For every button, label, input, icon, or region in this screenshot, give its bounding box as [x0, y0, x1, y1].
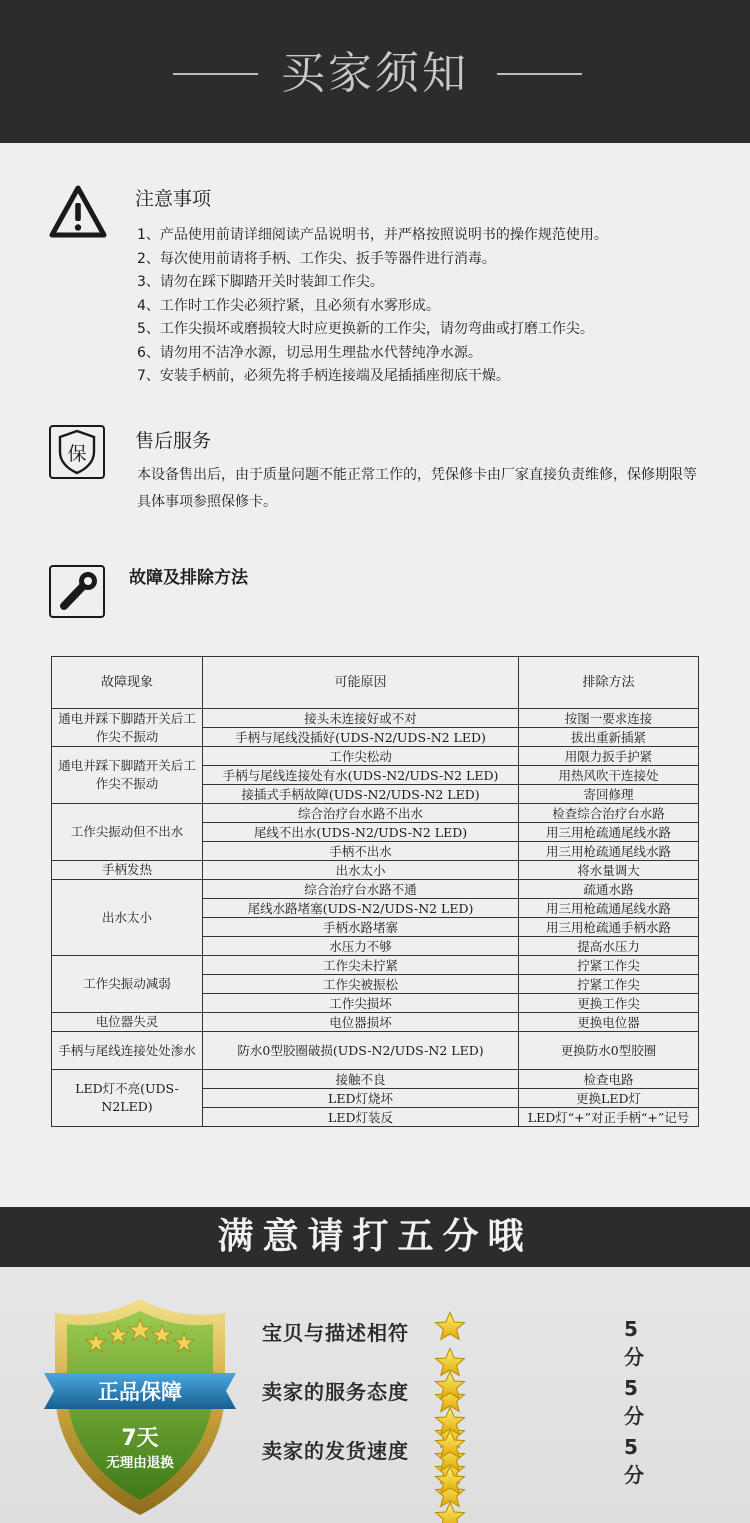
table-row — [52, 861, 699, 880]
star-icon — [434, 1465, 466, 1497]
rating-label: 卖家的发货速度 — [262, 1439, 409, 1463]
table-row — [52, 956, 699, 975]
notice-list — [137, 224, 737, 389]
badge-main-text: 正品保障 — [98, 1380, 182, 1404]
warranty-shield-icon — [48, 424, 106, 480]
fault-cause-cell: 工作尖被振松 — [203, 975, 519, 994]
fault-table — [51, 656, 699, 1127]
fault-fix-cell: 更换防水0型胶圈 — [519, 1032, 699, 1070]
fault-cause-cell: 手柄不出水 — [203, 842, 519, 861]
notice-item: 5、工作尖损坏或磨损较大时应更换新的工作尖，请勿弯曲或打磨工作尖。 — [137, 321, 594, 337]
notice-item: 4、工作时工作尖必须拧紧，且必须有水雾形成。 — [137, 297, 440, 314]
page-header — [0, 0, 750, 143]
fault-fix-cell: LED灯“+”对正手柄“+”记号 — [519, 1108, 699, 1127]
fault-cause-cell: LED灯装反 — [203, 1108, 519, 1127]
fault-symptom-cell: LED灯不亮(UDS-N2LED) — [52, 1070, 203, 1127]
header-divider-right — [497, 73, 582, 75]
fault-cause-cell: LED灯烧坏 — [203, 1089, 519, 1108]
fault-cause-cell: 接插式手柄故障(UDS-N2/UDS-N2 LED) — [203, 785, 519, 804]
rating-banner-title: 满意请打五分哦 — [217, 1216, 533, 1257]
fault-fix-cell: 检查综合治疗台水路 — [519, 804, 699, 823]
fault-symptom-cell: 工作尖振动但不出水 — [52, 804, 203, 861]
fault-fix-cell: 用限力扳手护紧 — [519, 747, 699, 766]
fault-cause-cell: 出水太小 — [203, 861, 519, 880]
fault-fix-cell: 用三用枪疏通尾线水路 — [519, 823, 699, 842]
star-icon — [434, 1311, 466, 1343]
fault-symptom-cell: 出水太小 — [52, 880, 203, 956]
fault-fix-cell: 更换工作尖 — [519, 994, 699, 1013]
fault-fix-cell: 按图一要求连接 — [519, 709, 699, 728]
fault-fix-cell: 检查电路 — [519, 1070, 699, 1089]
warranty-glyph: 保 — [67, 443, 87, 465]
rating-score: 5分 — [624, 1376, 644, 1428]
table-row — [52, 1013, 699, 1032]
table-row — [52, 804, 699, 823]
fault-symptom-cell: 工作尖振动减弱 — [52, 956, 203, 1013]
rating-score: 5分 — [624, 1317, 644, 1369]
fault-symptom-cell: 通电并踩下脚踏开关后工作尖不振动 — [52, 709, 203, 747]
star-icon — [434, 1429, 466, 1461]
fault-cause-cell: 综合治疗台水路不出水 — [203, 804, 519, 823]
fault-cause-cell: 工作尖损坏 — [203, 994, 519, 1013]
rating-label: 宝贝与描述相符 — [262, 1321, 409, 1345]
fault-cause-cell: 手柄水路堵寨 — [203, 918, 519, 937]
fault-cause-cell: 工作尖松动 — [203, 747, 519, 766]
table-row — [52, 1070, 699, 1089]
table-row — [52, 880, 699, 899]
fault-cause-cell: 接触不良 — [203, 1070, 519, 1089]
star-icon — [434, 1370, 466, 1402]
fault-symptom-cell: 通电并踩下脚踏开关后工作尖不振动 — [52, 747, 203, 804]
fault-cause-cell: 防水0型胶圈破损(UDS-N2/UDS-N2 LED) — [203, 1032, 519, 1070]
notice-item: 7、安装手柄前，必须先将手柄连接端及尾插插座彻底干燥。 — [137, 368, 510, 384]
table-row — [52, 1032, 699, 1070]
fault-title: 故障及排除方法 — [129, 568, 248, 588]
fault-cause-cell: 尾线水路堵塞(UDS-N2/UDS-N2 LED) — [203, 899, 519, 918]
fault-fix-cell: 拧紧工作尖 — [519, 975, 699, 994]
notice-item: 1、产品使用前请详细阅读产品说明书，并严格按照说明书的操作规范使用。 — [137, 227, 608, 243]
page-title: 买家须知 — [281, 48, 469, 99]
table-row — [52, 709, 699, 728]
fault-fix-cell: 用三用枪疏通尾线水路 — [519, 842, 699, 861]
warning-icon — [48, 183, 108, 241]
badge-days-text: 7天 — [121, 1426, 159, 1451]
badge-sub-text: 无理由退换 — [106, 1455, 174, 1471]
table-row — [52, 747, 699, 766]
genuine-guarantee-badge — [40, 1295, 240, 1520]
notice-title: 注意事项 — [135, 188, 212, 210]
fault-cause-cell: 手柄与尾线没插好(UDS-N2/UDS-N2 LED) — [203, 728, 519, 747]
fault-fix-cell: 拧紧工作尖 — [519, 956, 699, 975]
fault-cause-cell: 手柄与尾线连接处有水(UDS-N2/UDS-N2 LED) — [203, 766, 519, 785]
fault-cause-cell: 接头未连接好或不对 — [203, 709, 519, 728]
star-icon — [434, 1501, 466, 1523]
fault-fix-cell: 提高水压力 — [519, 937, 699, 956]
fault-symptom-cell: 手柄与尾线连接处处渗水 — [52, 1032, 203, 1070]
rating-stars — [434, 1429, 471, 1523]
fault-cause-cell: 综合治疗台水路不通 — [203, 880, 519, 899]
table-header: 排除方法 — [519, 657, 699, 709]
rating-label: 卖家的服务态度 — [262, 1380, 409, 1404]
fault-cause-cell: 尾线不出水(UDS-N2/UDS-N2 LED) — [203, 823, 519, 842]
fault-cause-cell: 工作尖未拧紧 — [203, 956, 519, 975]
fault-fix-cell: 更换电位器 — [519, 1013, 699, 1032]
rating-score: 5分 — [624, 1435, 644, 1487]
fault-fix-cell: 用热风吹干连接处 — [519, 766, 699, 785]
table-header: 可能原因 — [203, 657, 519, 709]
fault-cause-cell: 电位器损坏 — [203, 1013, 519, 1032]
notice-item: 6、请勿用不洁净水源，切忌用生理盐水代替纯净水源。 — [137, 344, 482, 361]
rating-banner — [0, 1207, 750, 1267]
fault-fix-cell: 用三用枪疏通尾线水路 — [519, 899, 699, 918]
fault-symptom-cell: 电位器失灵 — [52, 1013, 203, 1032]
fault-table-body — [52, 709, 699, 1127]
notice-item: 2、每次使用前请将手柄、工作尖、扳手等器件进行消毒。 — [137, 250, 496, 267]
fault-symptom-cell: 手柄发热 — [52, 861, 203, 880]
fault-fix-cell: 用三用枪疏通手柄水路 — [519, 918, 699, 937]
service-title: 售后服务 — [135, 430, 212, 452]
wrench-icon — [48, 564, 106, 619]
service-text: 本设备售出后，由于质量问题不能正常工作的，凭保修卡由厂家直接负责维修，保修期限等具体事项参照保修卡。 — [137, 467, 697, 510]
fault-cause-cell: 水压力不够 — [203, 937, 519, 956]
fault-fix-cell: 疏通水路 — [519, 880, 699, 899]
table-header: 故障现象 — [52, 657, 203, 709]
fault-fix-cell: 拔出重新插紧 — [519, 728, 699, 747]
notice-item: 3、请勿在踩下脚踏开关时装卸工作尖。 — [137, 274, 384, 290]
fault-fix-cell: 将水量调大 — [519, 861, 699, 880]
fault-fix-cell: 寄回修理 — [519, 785, 699, 804]
fault-fix-cell: 更换LED灯 — [519, 1089, 699, 1108]
